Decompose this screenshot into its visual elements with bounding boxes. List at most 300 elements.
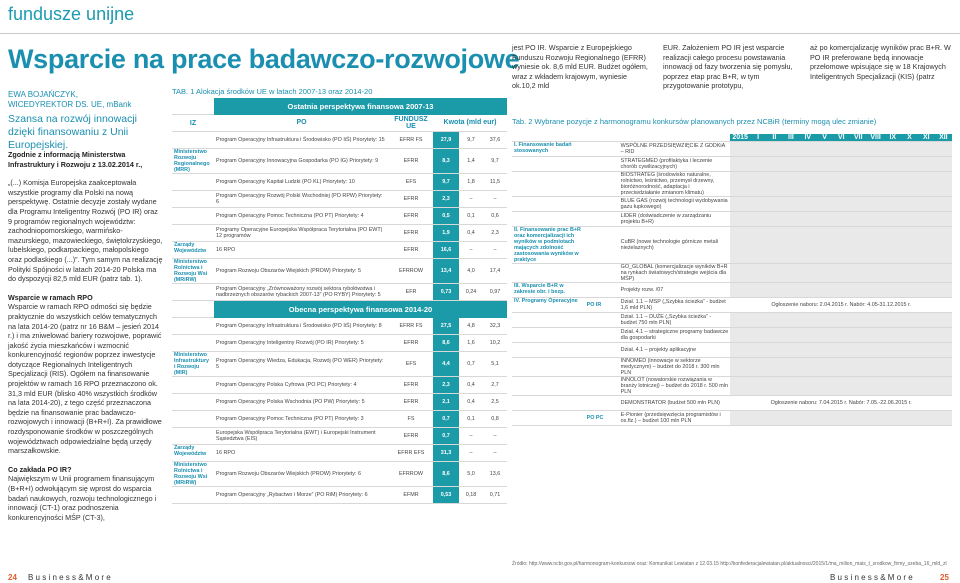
schedule-cell	[783, 377, 800, 396]
schedule-cell	[750, 377, 766, 396]
schedule-cell	[816, 313, 833, 328]
schedule-cell	[935, 358, 952, 377]
schedule-cell	[833, 358, 850, 377]
category-cell	[512, 328, 585, 343]
schedule-cell	[816, 328, 833, 343]
fund-cell: EFRR	[389, 225, 433, 242]
schedule-cell	[766, 411, 782, 426]
schedule-cell	[730, 142, 750, 157]
schedule-cell	[750, 328, 766, 343]
schedule-cell	[730, 197, 750, 212]
schedule-cell	[918, 328, 935, 343]
program-cell: Dział. 1.1 – MSP („Szybka ścieżka” - budżet 1,6 mld PLN)	[619, 298, 731, 313]
category-cell: IV. Programy Operacyjne	[512, 298, 585, 313]
total-amount-cell: 11,5	[483, 174, 507, 191]
schedule-cell	[730, 227, 750, 264]
national-amount-cell: 0,18	[459, 487, 483, 504]
ue-amount-cell: 0,5	[433, 208, 459, 225]
schedule-cell	[884, 172, 901, 197]
schedule-cell	[766, 157, 782, 172]
schedule-cell	[730, 172, 750, 197]
schedule-cell	[783, 411, 800, 426]
program-cell: 16 RPO	[214, 242, 389, 259]
fund-cell: EFRR	[389, 428, 433, 445]
program-cell: Program Operacyjny Pomoc Techniczna (PO PT) Priorytety: 3	[214, 411, 389, 428]
schedule-cell	[783, 227, 800, 264]
schedule-cell	[799, 377, 816, 396]
schedule-cell	[766, 328, 782, 343]
schedule-cell	[816, 264, 833, 283]
schedule-cell	[918, 227, 935, 264]
dates-cell: Ogłoszenie naboru: 7.04.2015 r. Nabór: 7.05.-22.06.2015 r.	[730, 396, 952, 411]
ue-amount-cell: 8,6	[433, 335, 459, 352]
schedule-cell	[884, 227, 901, 264]
lead-paragraph: Szansa na rozwój innowacji dzięki finansowaniu z Unii Europejskiej.	[8, 113, 137, 151]
schedule-cell	[816, 377, 833, 396]
paragraph: Wsparcie w ramach RPO odmości się będzie praktycznie do wszystkich celów tematycznych na lata 2014-20 (patrz nr 16 B&M – jesień 2014 r.) i ma zniwelować bariery rozwojowe, poprawić jakość życia mieszkańców i wzmocnić konkurencyjność regionów poprzez inwestycje dotyczące Regionalnych Inteligentnych Specjalizacji (RIS). Ogółem na finansowanie projektów w ramach 16 RPO przeznaczono ok. 31,3 mld EUR (blisko 40% wszystkich środków na lata 2014-20), z tego część przeznaczona będzie na finansowanie prac badawczo-rozwojowych i innowacji (B+R+I). Za prawidłowe rozdysponowanie środków w poszczególnych województwach odpowiedzialne będą urzędy marszałkowskie.	[8, 302, 162, 456]
program-cell: WSPÓLNE PRZEDSIĘWZIĘCIE Z GDDKiA – RID	[619, 142, 731, 157]
program-cell: Projekty rozw. /07	[619, 283, 731, 298]
program-cell: GO_GLOBAL (komercjalizacje wyników B+R na rynkach światowych/strategie wejścia dla MŚP)	[619, 264, 731, 283]
schedule-cell	[901, 142, 918, 157]
subprogram-cell	[585, 227, 619, 264]
month-header: XII	[935, 134, 952, 142]
iz-cell: Ministerstwo Rolnictwa i Rozwoju Wsi (MRiRW)	[172, 462, 214, 487]
program-cell: Europejska Współpraca Terytorialna (EWT) i Europejski Instrument Sąsiedztwa (EIS)	[214, 428, 389, 445]
table-row	[172, 487, 507, 504]
schedule-cell	[766, 377, 782, 396]
program-cell: Dział. 4.1 – strategiczne programy badawcze dla gospodarki	[619, 328, 731, 343]
article-column-5: aż po komercjalizację wyników prac B+R. W PO IR preferowane będą innowacje przełomowe wpisujące się w 18 Krajowych Inteligentnych Specjalizacji (KIS) (patrz	[810, 43, 951, 81]
schedule-cell	[783, 197, 800, 212]
program-cell: Program Operacyjny Wiedza, Edukacja, Rozwój (PO WER) Priorytety: 5	[214, 352, 389, 377]
iz-cell	[172, 284, 214, 301]
schedule-cell	[783, 358, 800, 377]
schedule-cell	[730, 264, 750, 283]
program-cell: BIOSTRATEG (środowisko naturalne, rolnictwo, leśnictwo, przemysł drzewny, bioróżnorodność, adaptacja i przeciwdziałanie zmianom klimatu)	[619, 172, 731, 197]
category-cell	[512, 313, 585, 328]
program-cell: Program Operacyjny Innowacyjna Gospodarka (PO IG) Priorytety: 9	[214, 149, 389, 174]
national-amount-cell: 0,7	[459, 352, 483, 377]
category-cell	[512, 197, 585, 212]
schedule-cell	[850, 172, 867, 197]
category-cell	[512, 343, 585, 358]
schedule-cell	[901, 411, 918, 426]
schedule-cell	[850, 212, 867, 227]
national-amount-cell: –	[459, 445, 483, 462]
schedule-cell	[918, 343, 935, 358]
schedule-cell	[816, 142, 833, 157]
table-row	[172, 411, 507, 428]
month-header: V	[816, 134, 833, 142]
subprogram-cell	[585, 142, 619, 157]
iz-cell	[172, 394, 214, 411]
schedule-cell	[750, 142, 766, 157]
schedule-cell	[918, 358, 935, 377]
schedule-cell	[833, 283, 850, 298]
month-header: IX	[884, 134, 901, 142]
column-header: FUNDUSZ UE	[389, 115, 433, 132]
program-cell: Program Operacyjny Infrastruktura i Środowisko (PO IiŚ) Priorytety: 15	[214, 132, 389, 149]
table-row	[512, 377, 952, 396]
subprogram-cell	[585, 172, 619, 197]
schedule-cell	[918, 157, 935, 172]
table-row	[512, 358, 952, 377]
schedule-cell	[867, 172, 884, 197]
schedule-cell	[867, 142, 884, 157]
total-amount-cell: –	[483, 242, 507, 259]
program-cell: Programy Operacyjne Europejska Współpraca Terytorialna (PO EWT) 12 programów	[214, 225, 389, 242]
category-cell	[512, 212, 585, 227]
subheading: Co zakłada PO IR?	[8, 464, 72, 474]
article-column-1	[8, 150, 163, 531]
schedule-cell	[730, 343, 750, 358]
ue-amount-cell: 1,9	[433, 225, 459, 242]
schedule-cell	[918, 197, 935, 212]
schedule-cell	[799, 283, 816, 298]
paragraph: Największym w Unii programem finansującym (B+R+I) odwołującym się wprost do wsparcia badań naukowych, rozwoju technologicznego i innowacji (CT-1) oraz podnoszenia konkurencyjności MŚP (CT-3),	[8, 474, 157, 522]
program-cell: Program Operacyjny „Zrównoważony rozwój sektora rybołówstwa i nadbrzeżnych obszarów rybackich 2007-13” (PO RYBY) Priorytety: 5	[214, 284, 389, 301]
schedule-cell	[750, 343, 766, 358]
schedule-cell	[816, 212, 833, 227]
ue-amount-cell: 27,9	[433, 132, 459, 149]
fund-cell: FS	[389, 411, 433, 428]
schedule-cell	[935, 283, 952, 298]
month-header: VIII	[867, 134, 884, 142]
program-cell: Program Operacyjny Pomoc Techniczna (PO PT) Priorytety: 4	[214, 208, 389, 225]
schedule-cell	[766, 343, 782, 358]
schedule-cell	[750, 264, 766, 283]
schedule-cell	[867, 358, 884, 377]
kwota-header: Kwota (mld eur)	[443, 119, 497, 127]
table-row	[172, 149, 507, 174]
schedule-cell	[850, 358, 867, 377]
schedule-cell	[850, 197, 867, 212]
schedule-cell	[750, 157, 766, 172]
subprogram-cell	[585, 157, 619, 172]
schedule-cell	[816, 197, 833, 212]
iz-cell: Ministerstwo Rozwoju Regionalnego (MRR)	[172, 149, 214, 174]
schedule-cell	[935, 313, 952, 328]
schedule-cell	[799, 227, 816, 264]
schedule-cell	[783, 343, 800, 358]
schedule-cell	[833, 343, 850, 358]
schedule-cell	[816, 343, 833, 358]
schedule-cell	[935, 142, 952, 157]
schedule-cell	[867, 212, 884, 227]
table-row	[512, 411, 952, 426]
schedule-cell	[901, 343, 918, 358]
subprogram-cell	[585, 328, 619, 343]
schedule-cell	[783, 264, 800, 283]
schedule-cell	[833, 328, 850, 343]
schedule-cell	[833, 212, 850, 227]
schedule-cell	[833, 377, 850, 396]
schedule-cell	[850, 313, 867, 328]
schedule-cell	[918, 142, 935, 157]
total-amount-cell: 10,2	[483, 335, 507, 352]
total-amount-cell: 0,8	[483, 411, 507, 428]
program-cell: Program Operacyjny Rozwój Polski Wschodniej (PO RPW) Priorytety: 6	[214, 191, 389, 208]
category-cell	[512, 396, 585, 411]
national-amount-cell: 9,7	[459, 132, 483, 149]
program-cell: Program Rozwoju Obszarów Wiejskich (PROW) Priorytety: 6	[214, 462, 389, 487]
schedule-cell	[730, 377, 750, 396]
schedule-cell	[783, 328, 800, 343]
total-amount-cell: 5,1	[483, 352, 507, 377]
ue-amount-cell: 16,6	[433, 242, 459, 259]
schedule-cell	[833, 227, 850, 264]
iz-cell	[172, 411, 214, 428]
ue-amount-cell: 2,3	[433, 191, 459, 208]
total-amount-cell: 9,7	[483, 149, 507, 174]
schedule-cell	[867, 264, 884, 283]
iz-cell	[172, 335, 214, 352]
schedule-cell	[935, 227, 952, 264]
ue-amount-cell: 8,6	[433, 462, 459, 487]
schedule-cell	[918, 264, 935, 283]
national-amount-cell: 5,0	[459, 462, 483, 487]
total-amount-cell: 2,5	[483, 394, 507, 411]
schedule-cell	[901, 227, 918, 264]
category-cell	[512, 411, 585, 426]
table-row	[512, 396, 952, 411]
schedule-cell	[783, 172, 800, 197]
total-amount-cell: 32,3	[483, 318, 507, 335]
fund-cell: EFRROW	[389, 259, 433, 284]
table1-caption: TAB. 1 Alokacja środków UE w latach 2007-13 oraz 2014-20	[172, 87, 373, 96]
national-amount-cell: 0,4	[459, 225, 483, 242]
byline	[8, 90, 131, 110]
column-header	[433, 115, 507, 132]
brand-left: B u s i n e s s & M o r e	[28, 573, 111, 582]
period-band: Ostatnia perspektywa finansowa 2007-13	[214, 98, 507, 115]
schedule-cell	[816, 358, 833, 377]
national-amount-cell: 4,0	[459, 259, 483, 284]
schedule-cell	[730, 358, 750, 377]
column-header: IZ	[172, 115, 214, 132]
schedule-cell	[935, 377, 952, 396]
table-row	[172, 191, 507, 208]
schedule-cell	[901, 212, 918, 227]
subprogram-cell	[585, 283, 619, 298]
schedule-cell	[884, 283, 901, 298]
table-row	[172, 208, 507, 225]
schedule-cell	[935, 264, 952, 283]
total-amount-cell: –	[483, 445, 507, 462]
iz-cell	[172, 225, 214, 242]
total-amount-cell: 17,4	[483, 259, 507, 284]
schedule-cell	[833, 142, 850, 157]
iz-cell	[172, 487, 214, 504]
schedule-cell	[766, 212, 782, 227]
iz-cell	[172, 318, 214, 335]
intro-heading: Zgodnie z informacją Ministerstwa Infrastruktury i Rozwoju z 13.02.2014 r.,	[8, 150, 143, 169]
schedule-cell	[901, 283, 918, 298]
schedule-cell	[766, 313, 782, 328]
page-title: Wsparcie na prace badawczo-rozwojowe	[8, 44, 520, 74]
schedule-cell	[884, 142, 901, 157]
dates-cell: Ogłoszenie naboru: 2.04.2015 r. Nabór: 4.05-31.12.2015 r.	[730, 298, 952, 313]
year-header: 2015	[732, 134, 748, 141]
header-divider	[0, 33, 960, 34]
article-column-4: EUR. Założeniem PO IR jest wsparcie realizacji całego procesu powstawania innowacji od fazy tworzenia się pomysłu, poprzez etap prac B+R, w tym przygotowanie prototypu,	[663, 43, 793, 91]
table-row	[172, 132, 507, 149]
schedule-cell	[850, 411, 867, 426]
schedule-cell	[730, 328, 750, 343]
fund-cell: EFMR	[389, 487, 433, 504]
schedule-cell	[850, 142, 867, 157]
ue-amount-cell: 9,7	[433, 174, 459, 191]
schedule-cell	[867, 283, 884, 298]
schedule-cell	[816, 157, 833, 172]
iz-cell: Zarządy Województw	[172, 445, 214, 462]
subheading: Wsparcie w ramach RPO	[8, 292, 93, 302]
category-cell: III. Wsparcie B+R w zakresie obr. i bezp.	[512, 283, 585, 298]
table-row	[512, 227, 952, 264]
schedule-cell	[833, 172, 850, 197]
schedule-cell	[884, 157, 901, 172]
program-cell: INNOMED (innowacje w sektorze medycznym) – budżet do 2018 r. 300 mln PLN	[619, 358, 731, 377]
ue-amount-cell: 0,7	[433, 428, 459, 445]
national-amount-cell: 0,1	[459, 208, 483, 225]
program-cell: Program Operacyjny Polska Wschodnia (PO PW) Priorytety: 5	[214, 394, 389, 411]
schedule-cell	[935, 411, 952, 426]
category-cell	[512, 157, 585, 172]
schedule-cell	[884, 343, 901, 358]
program-cell: Program Operacyjny Inteligentny Rozwój (PO IR) Priorytety: 5	[214, 335, 389, 352]
schedule-cell	[783, 212, 800, 227]
schedule-cell	[850, 157, 867, 172]
program-cell: Program Rozwoju Obszarów Wiejskich (PROW) Priorytety: 5	[214, 259, 389, 284]
national-amount-cell: –	[459, 428, 483, 445]
category-cell	[512, 172, 585, 197]
schedule-cell	[750, 358, 766, 377]
schedule-cell	[850, 377, 867, 396]
schedule-cell	[750, 197, 766, 212]
schedule-cell	[918, 313, 935, 328]
program-cell: BLUE GAS (rozwój technologii wydobywania gazu łupkowego)	[619, 197, 731, 212]
subprogram-cell: PO IR	[585, 298, 619, 313]
schedule-cell	[901, 328, 918, 343]
schedule-cell	[766, 172, 782, 197]
month-header: IV	[799, 134, 816, 142]
schedule-cell	[901, 157, 918, 172]
schedule-cell	[799, 157, 816, 172]
fund-cell: EFS	[389, 174, 433, 191]
allocation-table	[172, 98, 507, 504]
iz-cell	[172, 208, 214, 225]
ue-amount-cell: 4,4	[433, 352, 459, 377]
paragraph: „(...) Komisja Europejska zaakceptowała wszystkie programy dla Polski na nową perspektywę. Ostatnie decyzje zostały wydane dla Programu Inteligentny Rozwój (PO IR) oraz 9 programów regionalnych województw: zachodniopomorskiego, warmińsko-mazurskiego, mazowieckiego, świętokrzyskiego, lubelskiego, podkarpackiego, małopolskiego oraz podlaskiego (...)”. Tym samym na realizację Polityki Spójności w latach 2014-20 Polska ma do dyspozycji 82,5 mld EUR (patrz tab. 1).	[8, 178, 163, 284]
page-footer	[0, 572, 960, 583]
ue-amount-cell: 0,73	[433, 284, 459, 301]
month-header: I	[750, 134, 766, 142]
program-cell: STRATEGMED (profilaktyka i leczenie chorób cywilizacyjnych)	[619, 157, 731, 172]
month-header: XI	[918, 134, 935, 142]
category-cell	[512, 264, 585, 283]
fund-cell: EFRR	[389, 191, 433, 208]
schedule-cell	[766, 142, 782, 157]
author-name: EWA BOJAŃCZYK,	[8, 90, 78, 99]
schedule-cell	[901, 264, 918, 283]
article-column-3: jest PO IR. Wsparcie z Europejskiego Funduszu Rozwoju Regionalnego (EFRR) wyniesie ok. 8,6 mld EUR. Budżet ogółem, wraz z wkładem krajowym, wyniesie ok.10,2 mld	[512, 43, 648, 91]
table-row	[512, 197, 952, 212]
schedule-cell	[730, 212, 750, 227]
month-header: III	[783, 134, 800, 142]
schedule-cell	[935, 328, 952, 343]
schedule-cell	[884, 264, 901, 283]
fund-cell: EFRR	[389, 242, 433, 259]
table-row	[512, 264, 952, 283]
schedule-cell	[783, 157, 800, 172]
schedule-cell	[799, 313, 816, 328]
fund-cell: EFRROW	[389, 462, 433, 487]
schedule-cell	[750, 227, 766, 264]
schedule-cell	[901, 358, 918, 377]
schedule-cell	[867, 227, 884, 264]
fund-cell: EFRR	[389, 149, 433, 174]
schedule-cell	[799, 358, 816, 377]
iz-cell	[172, 174, 214, 191]
schedule-cell	[935, 172, 952, 197]
schedule-cell	[766, 358, 782, 377]
program-cell: 16 RPO	[214, 445, 389, 462]
category-cell	[512, 377, 585, 396]
schedule-cell	[766, 264, 782, 283]
schedule-cell	[918, 283, 935, 298]
total-amount-cell: 0,6	[483, 208, 507, 225]
fund-cell: EFS	[389, 352, 433, 377]
subprogram-cell	[585, 197, 619, 212]
ue-amount-cell: 27,5	[433, 318, 459, 335]
table-row	[172, 428, 507, 445]
author-role: WICEDYREKTOR DS. UE, mBank	[8, 100, 132, 109]
national-amount-cell: –	[459, 242, 483, 259]
iz-cell: Ministerstwo Rolnictwa i Rozwoju Wsi (MRiRW)	[172, 259, 214, 284]
national-amount-cell: 0,1	[459, 411, 483, 428]
table-row	[512, 313, 952, 328]
table-row	[512, 212, 952, 227]
program-cell: Program Operacyjny Polska Cyfrowa (PO PC) Priorytety: 4	[214, 377, 389, 394]
ue-amount-cell: 31,3	[433, 445, 459, 462]
schedule-cell	[799, 328, 816, 343]
schedule-cell	[816, 283, 833, 298]
schedule-cell	[935, 343, 952, 358]
page-number-left: 24	[8, 573, 17, 582]
program-cell: Dział. 1.1 – DUŻE („Szybka ścieżka” - budżet 750 mln PLN)	[619, 313, 731, 328]
schedule-cell	[833, 157, 850, 172]
iz-cell	[172, 428, 214, 445]
ue-amount-cell: 0,7	[433, 411, 459, 428]
schedule-cell	[750, 212, 766, 227]
program-cell: Program Operacyjny Infrastruktura i Środowisko (PO IiŚ) Priorytety: 8	[214, 318, 389, 335]
schedule-cell	[867, 343, 884, 358]
program-cell: DEMONSTRATOR (budżet 500 mln PLN)	[619, 396, 731, 411]
schedule-cell	[901, 172, 918, 197]
schedule-cell	[816, 172, 833, 197]
national-amount-cell: 0,4	[459, 394, 483, 411]
ue-amount-cell: 13,4	[433, 259, 459, 284]
table-row	[172, 377, 507, 394]
schedule-cell	[884, 212, 901, 227]
table-row	[172, 394, 507, 411]
total-amount-cell: 2,7	[483, 377, 507, 394]
fund-cell: EFR	[389, 284, 433, 301]
month-header: II	[766, 134, 782, 142]
month-header: VII	[850, 134, 867, 142]
schedule-cell	[750, 172, 766, 197]
